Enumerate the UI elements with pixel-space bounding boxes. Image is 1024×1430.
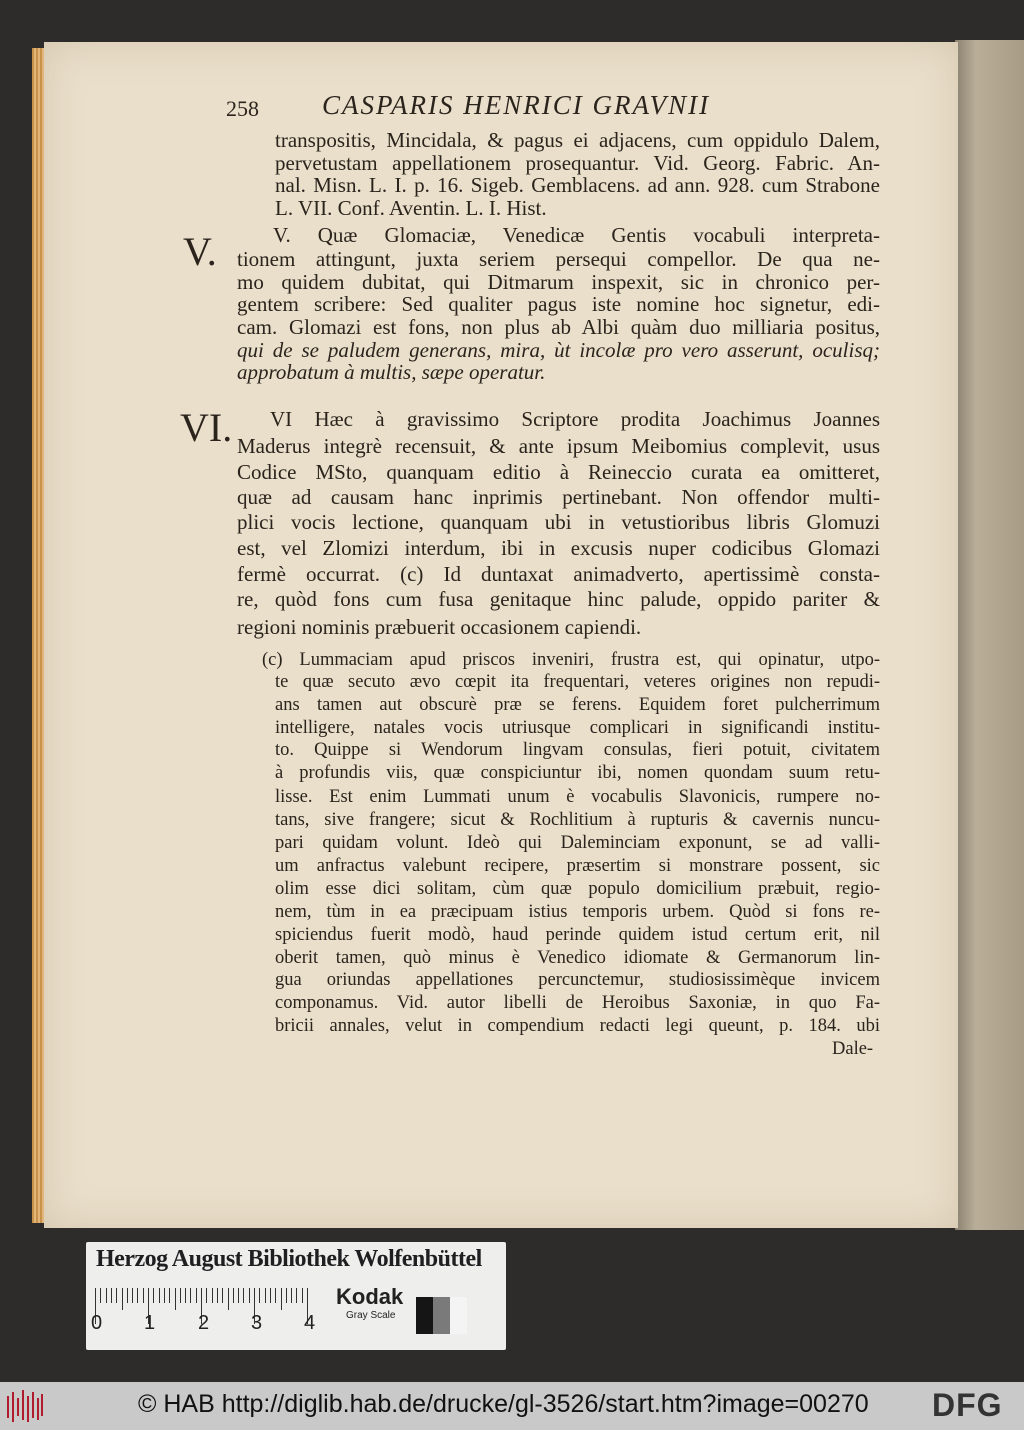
ruler-tick	[275, 1288, 276, 1303]
ruler-number: 0	[91, 1312, 103, 1334]
gray-scale-label: Gray Scale	[346, 1310, 396, 1321]
gray-swatch-mid	[433, 1297, 450, 1334]
page-number: 258	[226, 96, 259, 121]
ruler-tick	[302, 1288, 303, 1303]
text-line: tionem attingunt, juxta seriem persequi compellor. De qua ne-	[237, 247, 880, 271]
ruler-tick	[249, 1288, 250, 1303]
ruler-number: 4	[304, 1312, 316, 1334]
text-line: olim esse dici solitam, cùm quæ populo domicilium præbuit, regio-	[275, 879, 880, 899]
text-line: Codice MSto, quanquam editio à Reineccio curata ea omitteret,	[237, 460, 880, 484]
ruler-tick	[106, 1288, 107, 1303]
ruler-tick	[212, 1288, 213, 1303]
ruler-tick	[270, 1288, 271, 1303]
kodak-brand: Kodak	[336, 1284, 404, 1309]
text-line: re, quòd fons cum fusa genitaque hinc palude, oppido pariter &	[237, 587, 880, 611]
text-line: lisse. Est enim Lummati unum è vocabulis Slavonicis, rumpere no-	[275, 787, 880, 807]
text-line: spiciendus fuerit modò, haud perinde quidem istud certum erit, nil	[275, 925, 880, 945]
ruler-number: 3	[251, 1312, 263, 1334]
text-line: te quæ secuto ævo cœpit ita frequentari, veteres origines non repudi-	[275, 672, 880, 692]
text-line: oberit tamen, quò minus è Venedico idiomate & Germanorum lin-	[275, 948, 880, 968]
gray-swatch-white	[450, 1297, 467, 1334]
text-line: Maderus integrè recensuit, & ante ipsum Meibomius complevit, usus	[237, 434, 880, 458]
ruler-tick	[111, 1288, 112, 1303]
text-line: cam. Glomazi est fons, non plus ab Albi quàm duo milliaria positus,	[237, 315, 880, 339]
hab-logo-icon	[5, 1388, 45, 1424]
ruler-tick	[180, 1288, 181, 1303]
ruler-tick	[222, 1288, 223, 1303]
ruler-tick	[122, 1288, 123, 1310]
text-line: pari quidam volunt. Ideò qui Daleminciam exponunt, se ad valli-	[275, 833, 880, 853]
gray-swatch-black	[416, 1297, 433, 1334]
text-line: Dale-	[832, 1039, 874, 1059]
ruler-tick	[291, 1288, 292, 1303]
ruler-tick	[100, 1288, 101, 1303]
ruler-number: 1	[144, 1312, 156, 1334]
color-card	[86, 1242, 506, 1350]
ruler-tick	[228, 1288, 229, 1310]
ruler-tick	[217, 1288, 218, 1303]
text-line: transpositis, Mincidala, & pagus ei adjacens, cum oppidulo Dalem,	[275, 128, 880, 152]
ruler-tick	[206, 1288, 207, 1303]
footer-bar	[0, 1382, 1024, 1430]
card-title: Herzog August Bibliothek Wolfenbüttel	[96, 1246, 482, 1272]
ruler-tick	[185, 1288, 186, 1303]
text-line: to. Quippe si Wendorum lingvam consulas, fieri potuit, civitatem	[275, 740, 880, 760]
ruler-tick	[190, 1288, 191, 1303]
ruler-tick	[243, 1288, 244, 1303]
text-line: gentem scribere: Sed qualiter pagus iste nomine hoc signetur, edi-	[237, 292, 880, 316]
ruler-tick	[143, 1288, 144, 1303]
ruler-tick	[159, 1288, 160, 1303]
ruler-tick	[286, 1288, 287, 1303]
ruler-tick	[233, 1288, 234, 1303]
facing-page-edge	[955, 40, 1024, 1230]
text-line: nem, tùm in ea præcipuam istius temporis urbem. Quòd si fons re-	[275, 902, 880, 922]
running-head: CASPARIS HENRICI GRAVNII	[322, 90, 711, 120]
ruler-tick	[116, 1288, 117, 1303]
ruler-tick	[196, 1288, 197, 1303]
text-line: mo quidem dubitat, qui Ditmarum inspexit, sic in chronico per-	[237, 270, 880, 294]
ruler-tick	[238, 1288, 239, 1303]
ruler-tick	[259, 1288, 260, 1303]
text-line: um anfractus valebunt recipere, præsertim si monstrare possent, sic	[275, 856, 880, 876]
copyright-url[interactable]: © HAB http://diglib.hab.de/drucke/gl-3526/start.htm?image=00270	[138, 1390, 869, 1418]
margin-note-v: V.	[183, 229, 217, 274]
ruler-tick	[296, 1288, 297, 1303]
margin-note-vi: VI.	[180, 405, 233, 450]
ruler-tick	[132, 1288, 133, 1303]
ruler-tick	[164, 1288, 165, 1303]
text-line: L. VII. Conf. Aventin. L. I. Hist.	[275, 196, 547, 220]
text-line: fermè occurrat. (c) Id duntaxat animadverto, apertissimè consta-	[237, 562, 880, 586]
ruler-tick	[137, 1288, 138, 1303]
text-line: componamus. Vid. autor libelli de Heroibus Saxoniæ, in quo Fa-	[275, 993, 880, 1013]
dfg-logo: DFG	[932, 1387, 1003, 1423]
text-line: à profundis viis, quæ conspiciuntur ibi, nomen quondam suum retu-	[275, 763, 880, 783]
text-line: VI Hæc à gravissimo Scriptore prodita Joachimus Joannes	[270, 407, 880, 431]
ruler-tick	[281, 1288, 282, 1310]
text-line: regioni nominis præbuerit occasionem capiendi.	[237, 615, 642, 639]
ruler-tick	[127, 1288, 128, 1303]
text-line: nal. Misn. L. I. p. 16. Sigeb. Gemblacens. ad ann. 928. cum Strabone	[275, 173, 880, 197]
ruler-number: 2	[198, 1312, 210, 1334]
ruler-tick	[265, 1288, 266, 1303]
text-line: tans, sive frangere; sicut & Rochlitium à rupturis & cavernis nuncu-	[275, 810, 880, 830]
text-line: gua oriundas appellationes percunctemur, studiosissimèque invicem	[275, 970, 880, 990]
text-line: quæ ad causam hanc inprimis pertinebant. Non offendor multi-	[237, 485, 880, 509]
ruler-tick	[169, 1288, 170, 1303]
text-line: bricii annales, velut in compendium redacti legi queunt, p. 184. ubi	[275, 1016, 880, 1036]
text-line: qui de se paludem generans, mira, ùt incolæ pro vero asserunt, oculisq;	[237, 338, 880, 362]
text-line: approbatum à multis, sæpe operatur.	[237, 360, 546, 384]
text-line: (c) Lummaciam apud priscos inveniri, frustra est, qui opinatur, utpo-	[262, 650, 880, 670]
text-line: V. Quæ Glomaciæ, Venedicæ Gentis vocabuli interpreta-	[273, 223, 880, 247]
ruler-tick	[153, 1288, 154, 1303]
text-line: pervetustam appellationem prosequantur. Vid. Georg. Fabric. An-	[275, 151, 880, 175]
text-line: ans tamen aut obscurè præ se ferens. Equidem foret pulcherrimum	[275, 695, 880, 715]
text-line: plici vocis lectione, quanquam ubi in vetustioribus libris Glomuzi	[237, 510, 880, 534]
text-line: intelligere, natales vocis utriusque complicari in significandi institu-	[275, 718, 880, 738]
text-line: est, vel Zlomizi interdum, ibi in excusis nuper codicibus Glomazi	[237, 536, 880, 560]
ruler-tick	[175, 1288, 176, 1310]
